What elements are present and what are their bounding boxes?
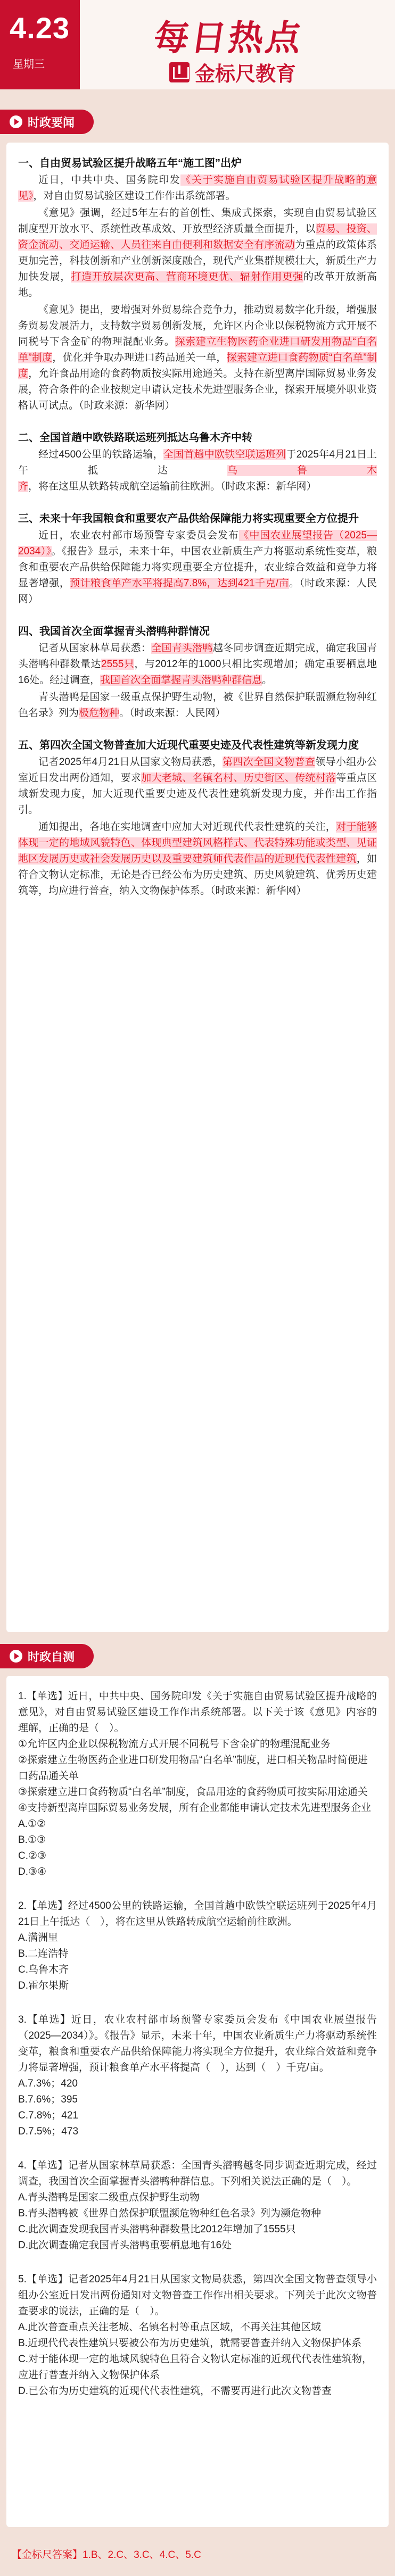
answer-option[interactable]: B.二连浩特 [18,1948,68,1959]
question-stem: 1.【单选】近日，中共中央、国务院印发《关于实施自由贸易试验区提升战略的意见》，对自由贸易试验区建设工作作出系统部署。以下关于该《意见》内容的理解，正确的是（ ）。 [18,1691,377,1734]
question-stem: 2.【单选】经过4500公里的铁路运输，全国首趟中欧铁空联运班列于2025年4月21日上午抵达（ ），将在这里从铁路转成航空运输前往欧洲。 [18,1900,377,1927]
page-title: 每日热点 [151,17,306,59]
section-quiz-text: 时政自测 [28,1650,75,1664]
text-segment: 。（时政来源：人民网） [18,578,377,605]
highlight-segment: 2555只 [101,659,135,670]
news-title: 三、未来十年我国粮食和重要农产品供给保障能力将实现重要全方位提升 [18,513,359,525]
answer-option[interactable]: D.7.5%；473 [18,2126,79,2137]
highlight-segment: 乌鲁木齐 [18,465,377,492]
highlight-segment: 《关于实施自由贸易试验区提升战略的意见》 [18,174,377,202]
answer-option[interactable]: C.乌鲁木齐 [18,1964,69,1975]
play-icon [10,1650,22,1663]
answer-option[interactable]: B.①③ [18,1834,46,1846]
text-segment: 近日，中共中央、国务院印发 [38,174,181,186]
highlight-segment: 对于能够体现一定的地域风貌特色、体现典型建筑风格样式、代表特殊功能或类型、见证地区发展历史或社会发展历史以及重要建筑师代表作品的近现代代表性建筑 [18,821,377,865]
text-segment: ，对自由贸易试验区建设工作作出系统部署。 [33,190,236,202]
answer-option[interactable]: C.此次调查发现我国青头潜鸭种群数量比2012年增加了1555只 [18,2224,296,2235]
highlight-segment: 打造开放层次更高、营商环境更优、辐射作用更强 [71,271,303,282]
weekday: 星期三 [13,59,45,70]
text-segment: 通知提出，各地在实地调查中应加大对近现代代表性建筑的关注， [38,821,336,833]
news-paragraph [18,447,377,495]
news-title: 一、自由贸易试验区提升战略五年“施工图”出炉 [18,157,242,169]
play-icon [10,115,22,128]
answer-option[interactable]: C.对于能体现一定的地域风貌特色且符合文物认定标准的近现代代表性建筑物，应进行普查并纳入文物保护体系 [18,2354,373,2381]
answer-option[interactable]: D.此次调查确定我国青头潜鸭重要栖息地有16处 [18,2240,232,2251]
news-paragraph [18,689,377,721]
question-stem: 3.【单选】近日，农业农村部市场预警专家委员会发布《中国农业展望报告（2025—2034）》。《报告》显示，未来十年，中国农业新质生产力将驱动系统性变革，粮食和重要农产品供给保障能力将实现全方位提升，农业综合效益和竞争力将显著增强，预计粮食单产水平将提高（ ），达到（ ）千克/亩。 [18,2014,377,2073]
text-segment: 。（时政来源：人民网） [119,708,226,719]
news-title: 五、第四次全国文物普查加大近现代重要史迹及代表性建筑等新发现力度 [18,739,359,751]
answer-option[interactable]: ③探索建立进口食药物质“白名单”制度，食品用途的食药物质可按实际用途通关 [18,1786,368,1798]
highlight-segment: 加大老城、名镇名村、历史街区、传统村落 [141,772,336,784]
quiz-question [18,2158,377,2254]
answer-option[interactable]: ①允许区内企业以保税物流方式开展不同税号下含金矿的物理混配业务 [18,1739,331,1750]
answer-option[interactable]: D.③④ [18,1866,47,1877]
text-segment: ，允许食品用途的食药物质按实际用途通关。支持在新型离岸国际贸易业务发展，符合条件的企业按规定申请认定技术先进型服务企业，探索开展境外职业资格认可试点。（时政来源：新华网） [18,368,377,411]
highlight-segment: 全国首趟中欧铁空联运班列 [163,449,286,460]
text-segment: 领导小组办公室近日发出两份通知，要求 [18,757,377,784]
news-paragraph [18,819,377,899]
news-paragraph [18,302,377,414]
highlight-segment: 全国青头潜鸭 [151,643,213,654]
highlight-segment: 贸易、投资、资金流动、交通运输、人员往来自由便利和数据安全有序流动 [18,223,377,251]
text-segment: 近日，农业农村部市场预警专家委员会发布 [38,530,239,541]
brand-logo-icon [169,62,190,82]
question-stem: 4.【单选】记者从国家林草局获悉：全国青头潜鸭越冬同步调查近期完成，经过调查，我国首次全面掌握青头潜鸭种群信息。下列相关说法正确的是（ ）。 [18,2160,377,2187]
text-segment: 等重点区域新发现力度，加大近现代重要史迹及代表性建筑新发现力度，并作出工作指引。 [18,772,377,816]
text-segment: 的改革开放新高地。 [18,271,377,298]
text-segment: ，与2012年的1000只相比实现增加；确定重要栖息地16处。经过调查， [18,659,377,686]
answer-option[interactable]: A.青头潜鸭是国家二级重点保护野生动物 [18,2192,200,2203]
highlight-segment: 预计粮食单产水平将提高7.8%，达到421千克/亩 [70,578,290,589]
brand [169,57,296,87]
text-segment: 记者从国家林草局获悉： [38,643,152,654]
quiz-question [18,1898,377,1994]
text-segment: ，如符合文物认定标准，无论是否已经公布为历史建筑、历史风貌建筑、优秀历史建筑等，均应进行普查，纳入文物保护体系。（时政来源：新华网） [18,853,377,896]
news-item [18,430,377,495]
header [0,0,395,89]
answer-option[interactable]: ④支持新型离岸国际贸易业务发展，所有企业都能申请认定技术先进型服务企业 [18,1802,372,1814]
news-item [18,511,377,608]
question-stem: 5.【单选】记者2025年4月21日从国家文物局获悉，第四次全国文物普查领导小组办公室近日发出两份通知对文物普查工作作出相关要求。下列关于此次文物普查要求的说法，正确的是（ ）。 [18,2274,377,2317]
quiz-question [18,2012,377,2140]
news-paragraph [18,754,377,818]
text-segment: 。 [262,675,273,686]
quiz-question [18,1689,377,1880]
answer-option[interactable]: D.已公布为历史建筑的近现代代表性建筑，不需要再进行此次文物普查 [18,2386,332,2397]
news-card [6,143,389,1632]
answer-option[interactable]: A.此次普查重点关注老城、名镇名村等重点区域，不再关注其他区域 [18,2322,321,2333]
text-segment: 记者2025年4月21日从国家文物局获悉， [38,757,223,768]
answer-option[interactable]: D.霍尔果斯 [18,1980,69,1991]
text-segment: ，优化并争取办理进口药品通关一单， [52,352,227,363]
section-news-label [0,110,94,134]
highlight-segment: 《中国农业展望报告（2025—2034）》 [18,530,377,557]
text-segment: 《意见》强调，经过5年左右的首创性、集成式探索，实现自由贸易试验区制度型开放水平、系统性改革成效、开放型经济质量全面提升，以 [18,207,377,235]
news-item [18,155,377,414]
highlight-segment: 第四次全国文物普查 [223,757,316,768]
text-segment: 青头潜鸭是国家一级重点保护野生动物，被《世界自然保护联盟濒危物种红色名录》列为 [18,692,377,719]
news-title: 四、我国首次全面掌握青头潜鸭种群情况 [18,626,210,637]
brand-name: 金标尺教育 [195,62,297,86]
answer-option[interactable]: C.②③ [18,1850,47,1862]
quiz-question [18,2272,377,2399]
answer-option[interactable]: B.7.6%；395 [18,2094,78,2105]
text-segment: 《意见》提出，要增强对外贸易综合竞争力，推动贸易数字化升级，增强服务贸易发展活力，支持数字贸易创新发展，允许区内企业以保税物流方式开展不同税号下含金矿的物理混配业务。 [18,304,377,347]
text-segment: 为重点的政策体系更加完善，科技创新和产业创新深度融合，现代产业集群规模壮大，新质生产力加快发展， [18,239,377,282]
news-paragraph [18,172,377,204]
highlight-segment: 我国首次全面掌握青头潜鸭种群信息 [100,675,262,686]
text-segment: 于2025年4月21日上午抵达 [18,449,377,476]
news-paragraph [18,528,377,608]
section-news-text: 时政要闻 [28,115,75,129]
news-item [18,624,377,721]
answer-option[interactable]: ②探索建立生物医药企业进口研发用物品“白名单”制度，进口相关物品时简便进口药品通关单 [18,1755,368,1782]
answer-bar [0,2538,395,2570]
quiz-card [6,1676,389,2527]
news-paragraph [18,641,377,688]
highlight-segment: 极危物种 [79,708,120,719]
highlight-segment: 探索建立生物医药企业进口研发用物品“白名单”制度 [18,336,377,363]
answer-key: 【金标尺答案】1.B、2.C、3.C、4.C、5.C [12,2549,201,2561]
section-quiz-label [0,1644,94,1668]
text-segment: 经过4500公里的铁路运输， [38,449,163,460]
highlight-segment: 探索建立进口食药物质“白名单”制度 [18,352,377,379]
date: 4.23 [10,11,70,45]
answer-option[interactable]: A.7.3%；420 [18,2078,78,2089]
answer-option[interactable]: C.7.8%；421 [18,2110,79,2121]
text-segment: ，将在这里从铁路转成航空运输前往欧洲。（时政来源：新华网） [28,481,317,492]
news-title: 二、全国首趟中欧铁路联运班列抵达乌鲁木齐中转 [18,432,252,444]
text-segment: 。《报告》显示，未来十年，中国农业新质生产力将驱动系统性变革，粮食和重要农产品供给保障能力将实现重要全方位提升，农业综合效益和竞争力将显著增强， [18,546,377,589]
news-paragraph [18,205,377,301]
answer-option[interactable]: A.满洲里 [18,1932,58,1943]
text-segment: 越冬同步调查近期完成，确定我国青头潜鸭种群数量达 [18,643,377,670]
date-block [0,0,80,89]
news-item [18,737,377,899]
answer-option[interactable]: B.青头潜鸭被《世界自然保护联盟濒危物种红色名录》列为濒危物种 [18,2208,321,2219]
answer-option[interactable]: A.①② [18,1818,46,1830]
answer-option[interactable]: B.近现代代表性建筑只要被公布为历史建筑，就需要普查并纳入文物保护体系 [18,2338,361,2349]
